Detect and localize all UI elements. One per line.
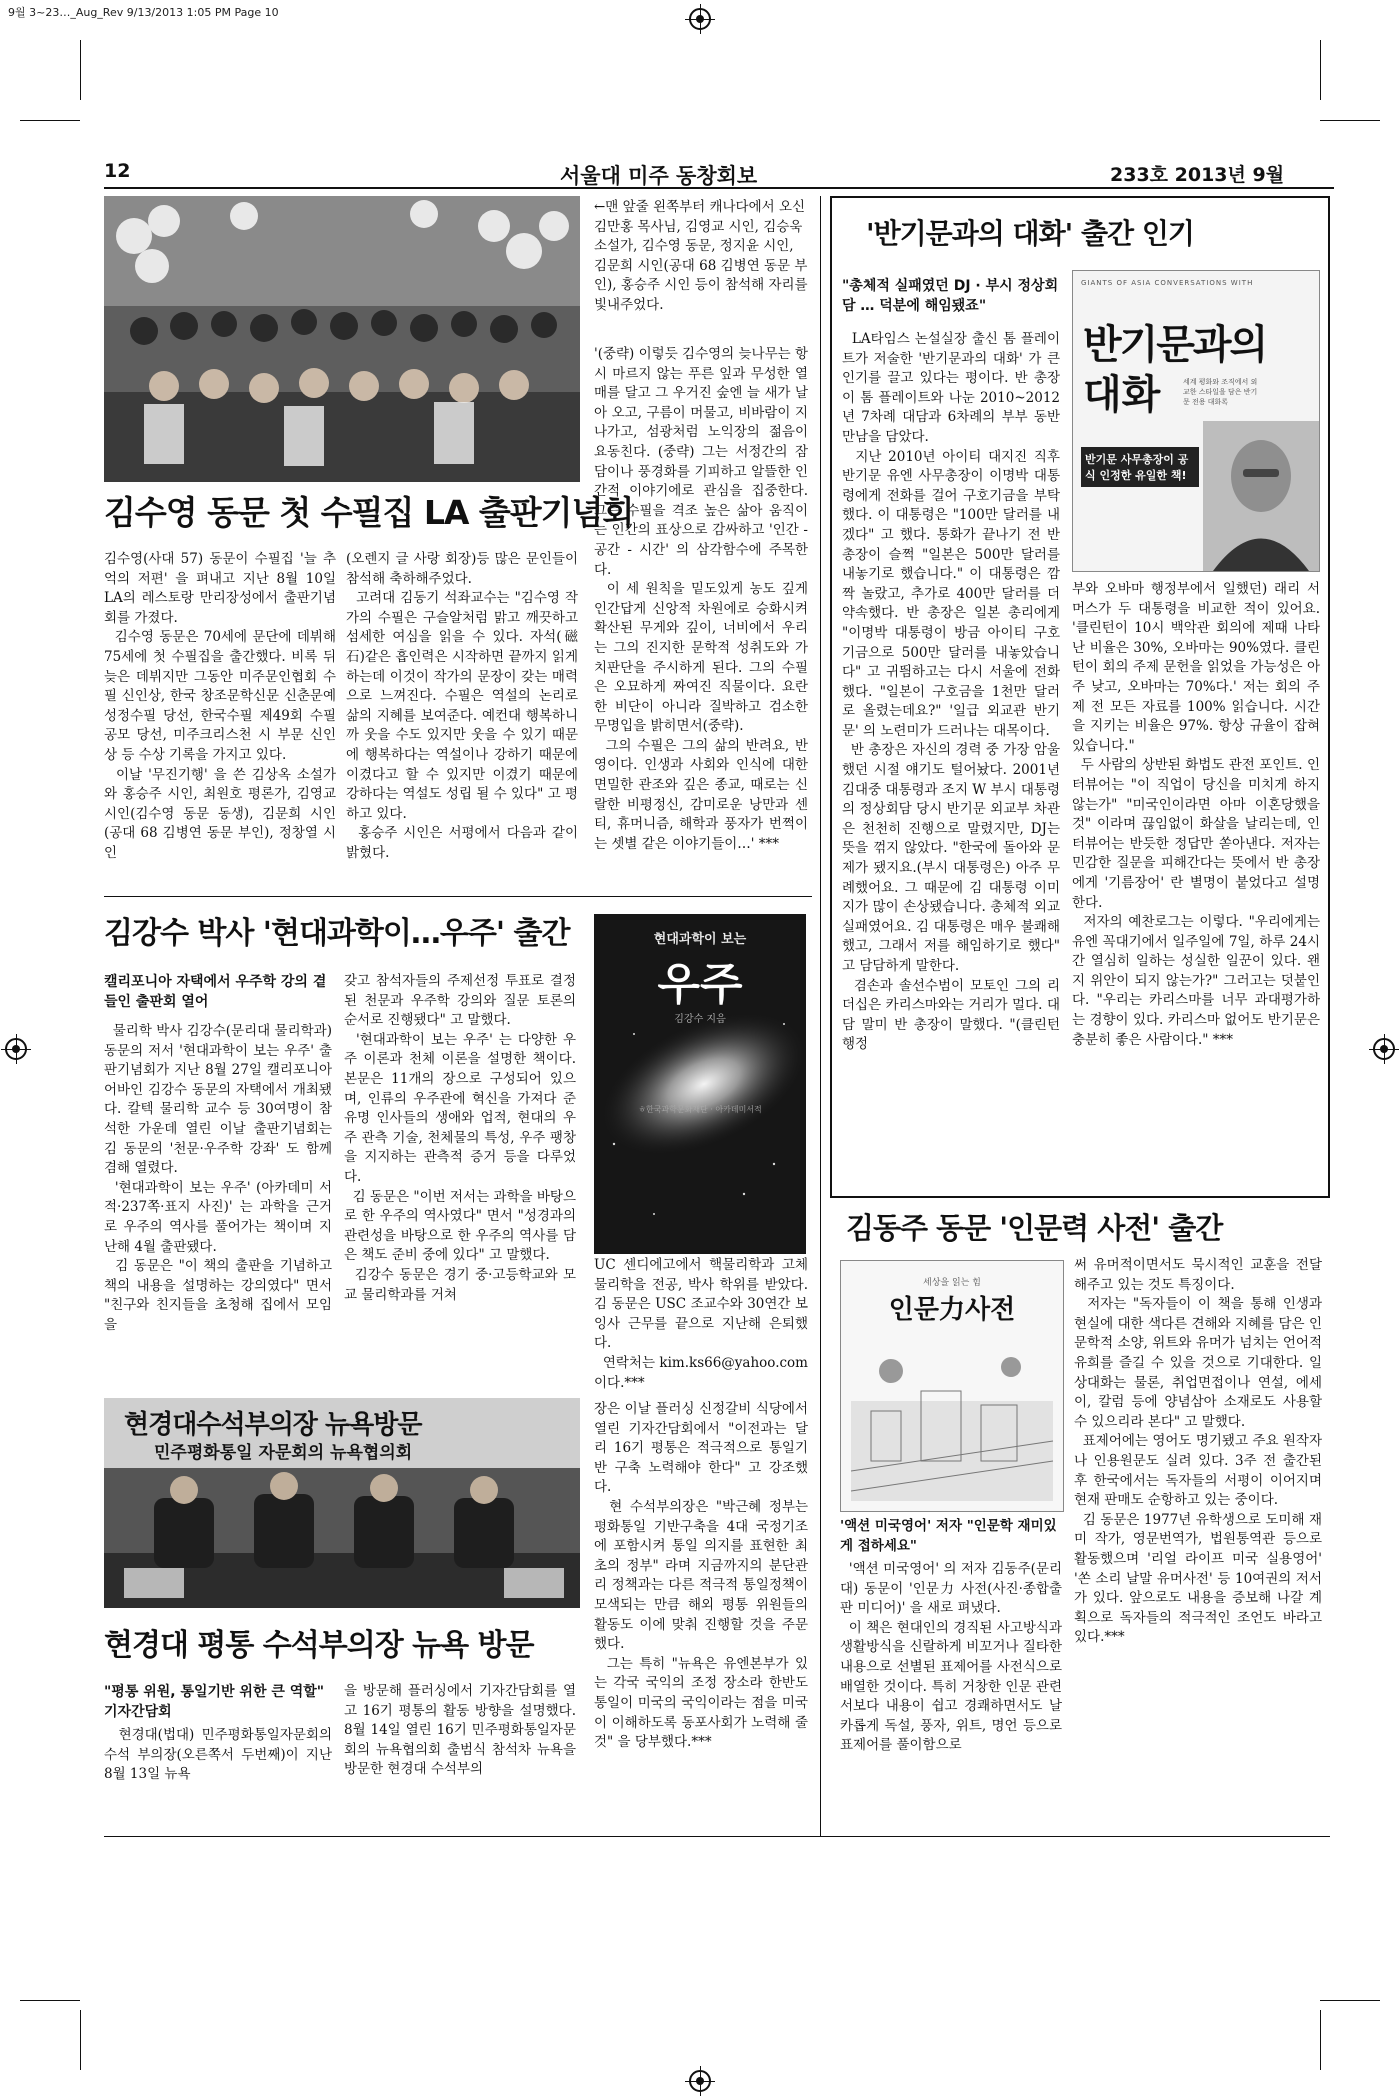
crop-mark <box>20 2000 80 2001</box>
print-slug: 9월 3~23…_Aug_Rev 9/13/2013 1:05 PM Page 10 <box>8 6 279 19</box>
article-column: 장은 이날 플러싱 신정갈비 식당에서 열린 기자간담회에서 "이전과는 달리 16기 평통은 적극적으로 통일기반 구축 노력해야 한다" 고 강조했다. 현 수석부의장은 "박근혜 정부는 평화통일 기반구축을 4대 국정기조에 포함시켜 통일 의지를 표현한 최초의 정부" 라며 지금까지의 분단관리 정책과는 다른 적극적 통일정책이 모색되는 만큼 해외 평통 위원들의 활동도 이에 맞춰 진행할 것을 주문했다. 그는 특히 "뉴욕은 유엔본부가 있는 각국 국익의 조정 장소라 한반도 통일이 미국의 국익이라는 점을 미국이 이해하도록 동포사회가 노력해 줄 것" 을 당부했다.*** <box>594 1401 808 1751</box>
registration-mark-bottom <box>689 2070 711 2092</box>
page-bottom-rule <box>104 1836 1330 1837</box>
registration-mark-right <box>1373 1038 1395 1060</box>
article-column: 물리학 박사 김강수(문리대 물리학과) 동문의 저서 '현대과학이 보는 우주' 출판기념회가 지난 8월 27일 캘리포니아 어바인 김강수 동문의 자택에서 개최됐다. 칼텍 물리학 교수 등 30여명이 참석한 가운데 열린 이날 출판기념회는 김 동문의 '천문·우주학 강좌' 도 함께 겸해 열렸다. '현대과학이 보는 우주' (아카데미 서적·237쪽·표지 사진)' 는 과학을 근거로 우주의 역사를 풀어가는 책이며 지난해 4월 출판됐다. 김 동문은 "이 책의 출판을 기념하고 책의 내용을 설명하는 강의였다" 면서 "친구와 친지들을 초청해 집에서 모임을 <box>104 1023 332 1333</box>
book-cover-universe <box>594 914 806 1254</box>
portrait-illustration <box>1203 421 1319 571</box>
book-cover-title: 반기문과의 <box>1083 322 1267 368</box>
article-column: 김수영(사대 57) 동문이 수필집 '늘 추억의 저편' 을 펴내고 지난 8월 10일 LA의 레스토랑 만리장성에서 출판기념회를 가졌다. 김수영 동문은 70세에 문단에 데뷔해 75세에 첫 수필집을 출간했다. 비록 뒤늦은 데뷔지만 그동안 미주문인협회 수필 신인상, 한국 창조문학신문 신춘문예 성정수필 당선, 한국수필 제49회 수필 공모 당선, 미주크리스천 시 부문 신인상 등 수상 기록을 가지고 있다. 이날 '무진기행' 을 쓴 김상옥 소설가와 홍승주 시인, 최원호 평론가, 김영교 시인(김수영 동문 동생), 김문희 시인(공대 68 김병연 동문 부인), 정창열 시인 <box>104 551 336 861</box>
newspaper-title: 서울대 미주 동창회보 <box>560 164 758 188</box>
book-cover-series: GIANTS OF ASIA CONVERSATIONS WITH <box>1081 279 1254 287</box>
article-subhead: 캘리포니아 자택에서 우주학 강의 곁들인 출판회 열어 <box>104 974 327 1010</box>
article-column: 갖고 참석자들의 주제선정 투표로 결정된 천문과 우주학 강의와 질문 토론의 순서로 진행됐다" 고 말했다. '현대과학이 보는 우주' 는 다양한 우주 이론과 천체 이론을 설명한 책이다. 본문은 11개의 장으로 구성되어 있으며, 인류의 우주관에 혁신을 가져다 준 유명 인사들의 생애와 업적, 현대의 우주 관측 기술, 천체물의 특성, 우주 팽창을 지지하는 관측적 증거 등을 다루었다. 김 동문은 "이번 저서는 과학을 바탕으로 한 우주의 역사였다" 면서 "성경과의 관련성을 바탕으로 한 우주의 역사를 담은 책도 준비 중에 있다" 고 말했다. 김강수 동문은 경기 중·고등학교와 모교 물리학과를 거쳐 <box>344 973 576 1303</box>
article-subhead: "총체적 실패였던 DJ · 부시 정상회담 … 덕분에 해임됐죠" <box>842 278 1059 314</box>
column-divider <box>820 196 821 1836</box>
article-headline: 현경대 평통 수석부의장 뉴욕 방문 <box>104 1628 534 1663</box>
article-column: 을 방문해 플러싱에서 기자간담회를 열고 16기 평통의 활동 방향을 설명했다. 8월 14일 열린 16기 민주평화통일자문회의 뉴욕협의회 출범식 참석차 뉴욕을 방문한 현경대 수석부의 <box>344 1683 581 1778</box>
issue-date: 233호 2013년 9월 <box>1110 164 1285 186</box>
section-divider <box>104 896 812 897</box>
crop-mark <box>1320 120 1380 121</box>
article-column: (오렌지 글 사랑 회장)등 많은 문인들이 참석해 축하해주었다. 고려대 김동기 석좌교수는 "김수영 작가의 수필은 구슬알처럼 맑고 깨끗하고 섬세한 여심을 읽을 수 있다. 자석(磁石)같은 흡인력은 시작하면 끝까지 읽게 하는데 이것이 작가의 문장이 갖는 매력으로 느껴진다. 수필은 역설의 논리로 삶의 지혜를 보여준다. 예컨대 행복하니까 웃을 수도 있지만 웃을 수 있기 때문에 행복하다는 역설이나 강하기 때문에 이겼다고 할 수 있지만 이겼기 때문에 강하다는 역설도 성립 될 수 있다" 고 평하고 있다. 홍승주 시인은 서평에서 다음과 같이 밝혔다. <box>346 551 578 861</box>
article-column: 부와 오바마 행정부에서 일했던) 래리 서머스가 두 대통령을 비교한 적이 있어요. '클린턴이 10시 백악관 회의에 제때 나타난 비율은 30%, 오바마는 90%였다. 클린턴이 회의 주제 문헌을 읽었을 가능성은 아주 낮고, 오바마는 70%다.' 저는 회의 주제 전 모든 자료를 100% 읽습니다. 시간을 지키는 비율은 97%. 항상 규율이 잡혀 있습니다." 두 사람의 상반된 화법도 관전 포인트. 인터뷰어는 "이 직업이 당신을 미치게 하지 않는가" "미국인이라면 아마 이혼당했을 것" 이라며 끊임없이 화살을 날리는데, 인터뷰어는 반듯한 정답만 쏟아낸다. 저자는 민감한 질문을 피해간다는 뜻에서 반 총장에게 '기름장어' 란 별명이 붙었다고 설명한다. 저자의 예찬로그는 이렇다. "우리에게는 유엔 꼭대기에서 일주일에 7일, 하루 24시간 열심히 일하는 성실한 일꾼이 있다. 왠지 위안이 되지 않는가?" 그러고는 덧붙인다. "우리는 카리스마를 너무 과대평가하는 경향이 있다. 카리스마 없어도 반기문은 충분히 좋은 사람이다." *** <box>1072 581 1321 1048</box>
article-headline: 김동주 동문 '인문력 사전' 출간 <box>846 1211 1223 1245</box>
book-cover-blurb: 세계 평화와 조직에서 외교한 스타일을 담은 반기문 전용 대화록 <box>1183 378 1258 406</box>
book-cover-subtitle: 세상을 읽는 힘 <box>923 1278 981 1288</box>
delegation-photo <box>104 1398 580 1608</box>
photo-banner-subtitle: 민주평화통일 자문회의 뉴욕협의회 <box>154 1443 413 1463</box>
article-column: LA타임스 논설실장 출신 톰 플레이트가 저술한 '반기문과의 대화' 가 큰 인기를 끌고 있다는 평이다. 반 총장이 톰 플레이트와 나눈 2010~2012년 7차례 대담과 6차례의 부부 동반 만남을 담았다. 지난 2010년 아이티 대지진 직후 반기문 유엔 사무총장이 이명박 대통령에게 전화를 걸어 구호기금을 부탁했다. 이 대통령은 "100만 달러를 내겠다" 고 했다. 통화가 끝나기 전 반 총장이 슬쩍 "일본은 500만 달러를 내놓기로 했습니다." 이 대통령은 깜짝 놀랐고, 추가로 400만 달러를 더 약속했다. 반 총장은 일본 총리에게 "이명박 대통령이 방금 아이티 구호기금으로 500만 달러를 내놓았습니다" 고 귀띔하고는 다시 서울에 전화했다. "일본이 구호금을 1천만 달러로 올렸는데요?" '일급 외교관 반기문' 의 노련미가 드러나는 대목이다. 반 총장은 자신의 경력 중 가장 암울했던 시절 얘기도 털어놨다. 2001년 김대중 대통령과 조지 W 부시 대통령의 정상회담 당시 반기문 외교부 차관은 천천히 진행으로 말렸지만, DJ는 뜻을 꺾지 않았다. "한국에 돌아와 문제가 됐지요.(부시 대통령은) 아주 무례했어요. 그 때문에 김 대통령 이미지가 많이 손상됐습니다. 총체적 외교 실패였어요. 김 대통령은 매우 불쾌해했고, 그래서 저를 해임하기로 했다" 고 담담하게 말한다. 겸손과 솔선수범이 모토인 그의 리더십은 카리스마와는 거리가 멀다. 대담 말미 반 총장이 말했다. "(클린턴 행정 <box>842 331 1060 1053</box>
article-headline: 김수영 동문 첫 수필집 LA 출판기념회 <box>104 493 634 532</box>
article-headline: '반기문과의 대화' 출간 인기 <box>866 217 1194 250</box>
crop-mark <box>1320 2000 1380 2001</box>
article-column: UC 센디에고에서 핵물리학과 고체물리학을 전공, 박사 학위를 받았다. 김 동문은 USC 조교수와 30연간 보잉사 근무를 끝으로 지난해 은퇴했다. 연락처는 kim.ks66@yahoo.com 이다.*** <box>594 1257 808 1391</box>
book-cover-author: 김강수 지음 <box>674 1014 726 1025</box>
article-column: 써 유머적이면서도 묵시적인 교훈을 전달해주고 있는 것도 특징이다. 저자는 "독자들이 이 책을 통해 인생과 현실에 대한 색다른 견해와 지혜를 담은 인문학적 소양, 위트와 유머가 넘치는 언어적 유희를 즐길 수 있을 것으로 기대한다. 일상대화는 물론, 취업면접이나 연설, 에세이, 칼럼 등에 양념삼아 소재로도 사용할 수 있으리라 본다" 고 말했다. 표제어에는 영어도 명기됐고 주요 원작자나 인용원문도 실려 있다. 3주 전 출간된 후 한국에서는 독자들의 서평이 이어지며 현재 판매도 순항하고 있는 중이다. 김 동문은 1977년 유학생으로 도미해 재미 작가, 영문번역가, 법원통역관 등으로 활동했으며 '리얼 라이프 미국 실용영어' '쏜 소리 날말 유머사전' 등 10여권의 저서가 있다. 앞으로도 내용을 증보해 나갈 계획으로 독자들의 적극적인 조언도 바라고 있다.*** <box>1074 1257 1323 1646</box>
article-column: '(중략) 이렇듯 김수영의 늦나무는 항시 마르지 않는 푸른 잎과 무성한 열매를 달고 그 우거진 숲엔 늘 새가 날아 오고, 구름이 머물고, 비바람이 지나가고, 섬광처럼 노익장의 젊음이 요동친다. (중략) 그는 서정간의 잠담이나 풍경화를 기피하고 알뜰한 인간적 이야기에로 관심을 집중한다. 그는 수필을 격조 높은 삶아 움직이는 인간의 표상으로 감싸하고 '인간 - 공간 - 시간' 의 삼각함수에 주목한다. 이 세 원칙을 밑도있게 농도 깊게 인간답게 신앙적 차원에로 승화시켜 확산된 무게와 깊이, 너비에서 우리는 그의 진지한 문학적 성취도와 가치판단을 주시하게 된다. 그의 수필은 오묘하게 짜여진 직물이다. 요란한 비단이 아니라 질박하고 검소한 무명입을 밝히면서(중략). 그의 수필은 그의 삶의 반려요, 반영이다. 인생과 사회와 인식에 대한 면밀한 관조와 깊은 종교, 때로는 신랄한 비평정신, 감미로운 낭만과 센티, 휴머니즘, 해학과 풍자가 번쩍이는 셋별 같은 이야기들이…' *** <box>594 346 808 852</box>
article-column: 현경대(법대) 민주평화통일자문회의 수석 부의장(오른쪽서 두번째)이 지난 8월 13일 뉴욕 <box>104 1727 337 1783</box>
registration-mark-left <box>5 1038 27 1060</box>
photo-caption: ←맨 앞줄 왼쪽부터 캐나다에서 오신 김만홍 목사님, 김영교 시인, 김승욱 소설가, 김수영 동문, 정지윤 시인, 김문희 시인(공대 68 김병연 동문 부인), 홍승주 시인 등이 참석해 자리를 빛내주었다. <box>594 199 812 313</box>
article-subhead: "평통 위원, 통일기반 위한 큰 역할" 기자간담회 <box>104 1684 325 1720</box>
book-cover-ban <box>1072 270 1320 572</box>
crop-mark <box>80 40 81 100</box>
photo-banner-title: 현경대수석부의장 뉴욕방문 <box>124 1410 422 1440</box>
crop-mark <box>20 120 80 121</box>
book-cover-illustration <box>851 1341 1053 1501</box>
book-cover-subtitle: 현대과학이 보는 <box>653 932 747 947</box>
article-column: '액션 미국영어' 의 저자 김동주(문리대) 동문이 '인문力 사전(사진·종합출판 미디어)' 을 새로 펴냈다. 이 책은 현대인의 경직된 사고방식과 생활방식을 신랄하게 비꼬거나 질타한 내용으로 선별된 표제어를 사전식으로 배열한 것이다. 특히 거창한 인문 관련서보다 내용이 쉽고 경쾌하면서도 날카롭게 독설, 풍자, 위트, 명언 등으로 표제어를 풀이함으로 <box>840 1561 1062 1754</box>
registration-mark-top <box>689 8 711 30</box>
page-number: 12 <box>104 160 131 182</box>
book-cover-title: 대화 <box>1083 372 1161 418</box>
group-photo-illustration <box>104 196 580 482</box>
crop-mark <box>1320 40 1321 100</box>
book-caption: '액션 미국영어' 저자 "인문학 재미있게 접하세요" <box>840 1518 1057 1554</box>
book-cover-inmun <box>840 1260 1064 1512</box>
crop-mark <box>80 2010 81 2070</box>
book-cover-tagline: 반기문 사무총장이 공식 인정한 유일한 책! <box>1081 447 1199 487</box>
book-cover-title: 우주 <box>657 959 743 1010</box>
crop-mark <box>1320 2010 1321 2070</box>
article-headline: 김강수 박사 '현대과학이…우주' 출간 <box>104 916 570 951</box>
masthead-rule <box>104 187 1334 189</box>
book-cover-publisher: ㅎ한국과학문화재단 · 아카데미서적 <box>638 1105 762 1114</box>
group-photo <box>104 196 580 482</box>
book-cover-title: 인문力사전 <box>888 1295 1016 1325</box>
